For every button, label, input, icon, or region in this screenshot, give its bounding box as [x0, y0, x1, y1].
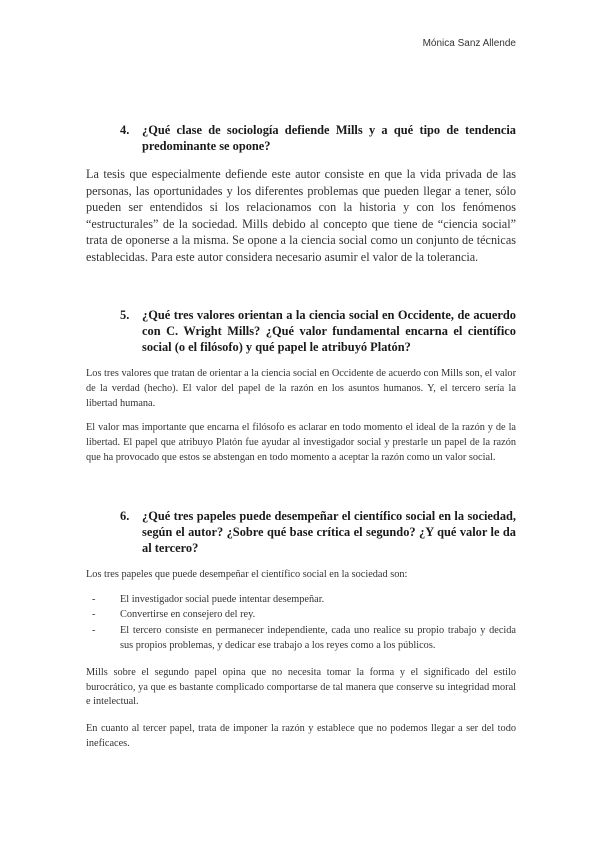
list-item: - El investigador social puede intentar desempeñar.: [92, 593, 325, 605]
question-6-heading: [120, 508, 516, 556]
answer-4-paragraph: La tesis que especialmente defiende este autor consiste en que la vida privada de las personas, las oportunidades y los diferentes problemas que pueden llegar a tener, sólo pueden ser entendidos si los relacionamos con la historia y con los fenómenos “estructurales” de la sociedad. Mills debido al concepto que tiene de “ciencia social” trata de oponerse a la misma. Se opone a la ciencia social como un conjunto de técnicas establecidas. Para este autor considera necesario asumir el valor de la tolerancia.: [86, 167, 516, 264]
question-5-heading: [120, 307, 516, 355]
roles-list: [86, 593, 516, 654]
document-body: [86, 122, 516, 752]
answer-6-paragraph-2: Mills sobre el segundo papel opina que no necesita tomar la forma y el significado del estilo burocrático, ya que es bastante complicado comportarse de tal manera que conserve su integridad moral e intelectual.: [86, 666, 516, 708]
question-4-heading: [120, 122, 516, 154]
list-item-text: El tercero consiste en permanecer independiente, cada uno realice su propio trabajo y decida sus propios problemas, y dedicar ese trabajo a los reyes como a los públicos.: [120, 625, 516, 651]
list-item-text: El investigador social puede intentar desempeñar.: [120, 593, 325, 605]
answer-6-paragraph-3: En cuanto al tercer papel, trata de imponer la razón y establece que no podemos llegar a ser del todo ineficaces.: [86, 723, 516, 749]
answer-6-intro: Los tres papeles que puede desempeñar el científico social en la sociedad son:: [86, 568, 408, 580]
author-name: Mónica Sanz Allende: [422, 38, 516, 49]
question-4-number: 4.: [120, 123, 130, 137]
answer-5-paragraph-2: El valor mas importante que encarna el filósofo es aclarar en todo momento el ideal de la razón y de la libertad. El papel que atribuyo Platón fue ayudar al investigador social y prestarle un papel de la razón que ha provocado que estos se abstengan en todo momento a aceptar la razón como un valor social.: [86, 422, 516, 463]
list-item: - Convertirse en consejero del rey.: [92, 609, 256, 621]
answer-5-paragraph-1: Los tres valores que tratan de orientar a la ciencia social en Occidente de acuerdo con Mills son, el valor de la verdad (hecho). El valor del papel de la razón en los asuntos humanos. Y, el tercero sería la libertad humana.: [86, 368, 517, 409]
question-5-text: ¿Qué tres valores orientan a la ciencia social en Occidente, de acuerdo con C. Wright Mills? ¿Qué valor fundamental encarna el científico social (o el filósofo) y qué papel le atribuyó Platón?: [142, 308, 516, 354]
question-6-number: 6.: [120, 508, 130, 523]
question-6-text: ¿Qué tres papeles puede desempeñar el científico social en la sociedad, según el autor? ¿Sobre qué base crítica el segundo? ¿Y qué valor le da al tercero?: [142, 508, 516, 555]
list-item: - El tercero consiste en permanecer independiente, cada uno realice su propio trabajo y decida sus propios problemas, y dedicar ese trabajo a los reyes como a los públicos.: [92, 625, 516, 651]
list-item-text: Convertirse en consejero del rey.: [120, 609, 256, 621]
question-5-number: 5.: [120, 308, 130, 322]
question-4-text: ¿Qué clase de sociología defiende Mills y a qué tipo de tendencia predominante se opone?: [142, 123, 516, 153]
